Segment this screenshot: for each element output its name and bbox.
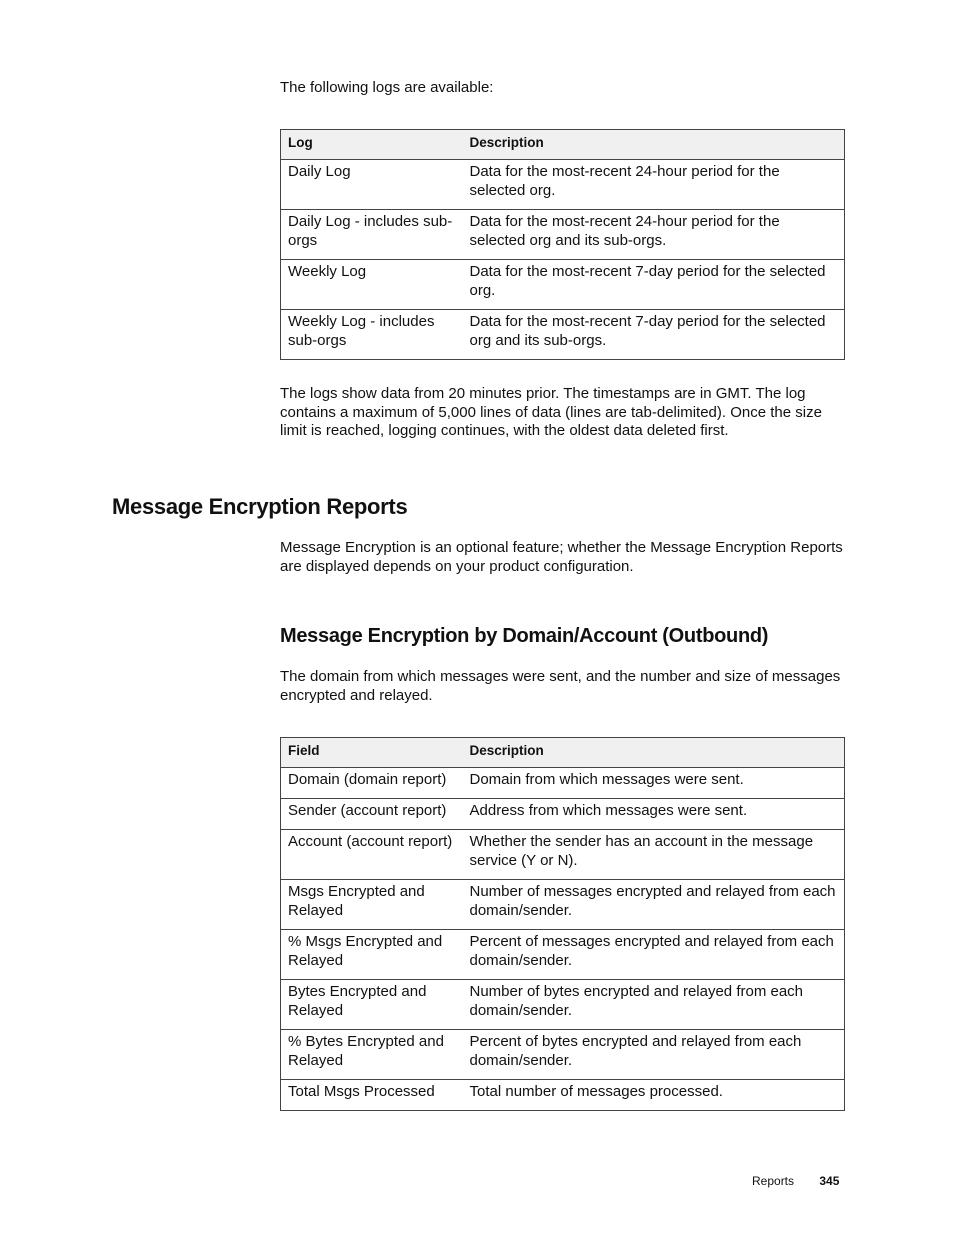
table-row xyxy=(281,980,845,1030)
column-header-description: Description xyxy=(463,738,845,768)
field-description-cell: Percent of bytes encrypted and relayed from each domain/sender. xyxy=(463,1030,845,1080)
intro-text: The following logs are available: xyxy=(280,79,494,96)
logs-table xyxy=(280,129,845,360)
field-name-cell: Msgs Encrypted and Relayed xyxy=(281,880,463,930)
logs-note-text: The logs show data from 20 minutes prior. The timestamps are in GMT. The log contains a maximum of 5,000 lines of data (lines are tab-delimited). Once the size limit is reached, logging continues, with the oldest data deleted first. xyxy=(280,385,822,439)
field-description-cell: Domain from which messages were sent. xyxy=(463,768,845,799)
table-row xyxy=(281,880,845,930)
table-header-row xyxy=(281,130,845,160)
log-name-cell: Daily Log xyxy=(281,160,463,210)
table-row xyxy=(281,310,845,360)
table-row xyxy=(281,830,845,880)
field-description-cell: Percent of messages encrypted and relayed from each domain/sender. xyxy=(463,930,845,980)
table-row xyxy=(281,210,845,260)
field-name-cell: Total Msgs Processed xyxy=(281,1080,463,1111)
field-name-cell: % Bytes Encrypted and Relayed xyxy=(281,1030,463,1080)
field-name-cell: % Msgs Encrypted and Relayed xyxy=(281,930,463,980)
log-description-cell: Data for the most-recent 24-hour period for the selected org and its sub-orgs. xyxy=(463,210,845,260)
log-name-cell: Daily Log - includes sub-orgs xyxy=(281,210,463,260)
field-description-cell: Total number of messages processed. xyxy=(463,1080,845,1111)
page-number: 345 xyxy=(819,1174,840,1188)
subsection-intro-text: The domain from which messages were sent, and the number and size of messages encrypted and relayed. xyxy=(280,668,841,704)
column-header-description: Description xyxy=(463,130,845,160)
table-row xyxy=(281,260,845,310)
log-name-cell: Weekly Log xyxy=(281,260,463,310)
column-header-log: Log xyxy=(281,130,463,160)
fields-table xyxy=(280,737,845,1111)
field-description-cell: Number of messages encrypted and relayed from each domain/sender. xyxy=(463,880,845,930)
table-header-row xyxy=(281,738,845,768)
field-name-cell: Account (account report) xyxy=(281,830,463,880)
table-row xyxy=(281,160,845,210)
column-header-field: Field xyxy=(281,738,463,768)
field-description-cell: Address from which messages were sent. xyxy=(463,799,845,830)
field-description-cell: Whether the sender has an account in the message service (Y or N). xyxy=(463,830,845,880)
field-name-cell: Bytes Encrypted and Relayed xyxy=(281,980,463,1030)
log-name-cell: Weekly Log - includes sub-orgs xyxy=(281,310,463,360)
field-description-cell: Number of bytes encrypted and relayed from each domain/sender. xyxy=(463,980,845,1030)
field-name-cell: Domain (domain report) xyxy=(281,768,463,799)
field-name-cell: Sender (account report) xyxy=(281,799,463,830)
table-row xyxy=(281,768,845,799)
section-intro-text: Message Encryption is an optional feature; whether the Message Encryption Reports are displayed depends on your product configuration. xyxy=(280,539,843,575)
footer-section-label: Reports xyxy=(752,1174,795,1188)
table-row xyxy=(281,930,845,980)
section-title: Message Encryption Reports xyxy=(112,494,408,519)
subsection-title: Message Encryption by Domain/Account (Outbound) xyxy=(280,625,769,647)
log-description-cell: Data for the most-recent 24-hour period for the selected org. xyxy=(463,160,845,210)
table-row xyxy=(281,1080,845,1111)
log-description-cell: Data for the most-recent 7-day period for the selected org and its sub-orgs. xyxy=(463,310,845,360)
page-footer xyxy=(752,1174,839,1188)
table-row xyxy=(281,799,845,830)
log-description-cell: Data for the most-recent 7-day period for the selected org. xyxy=(463,260,845,310)
table-row xyxy=(281,1030,845,1080)
